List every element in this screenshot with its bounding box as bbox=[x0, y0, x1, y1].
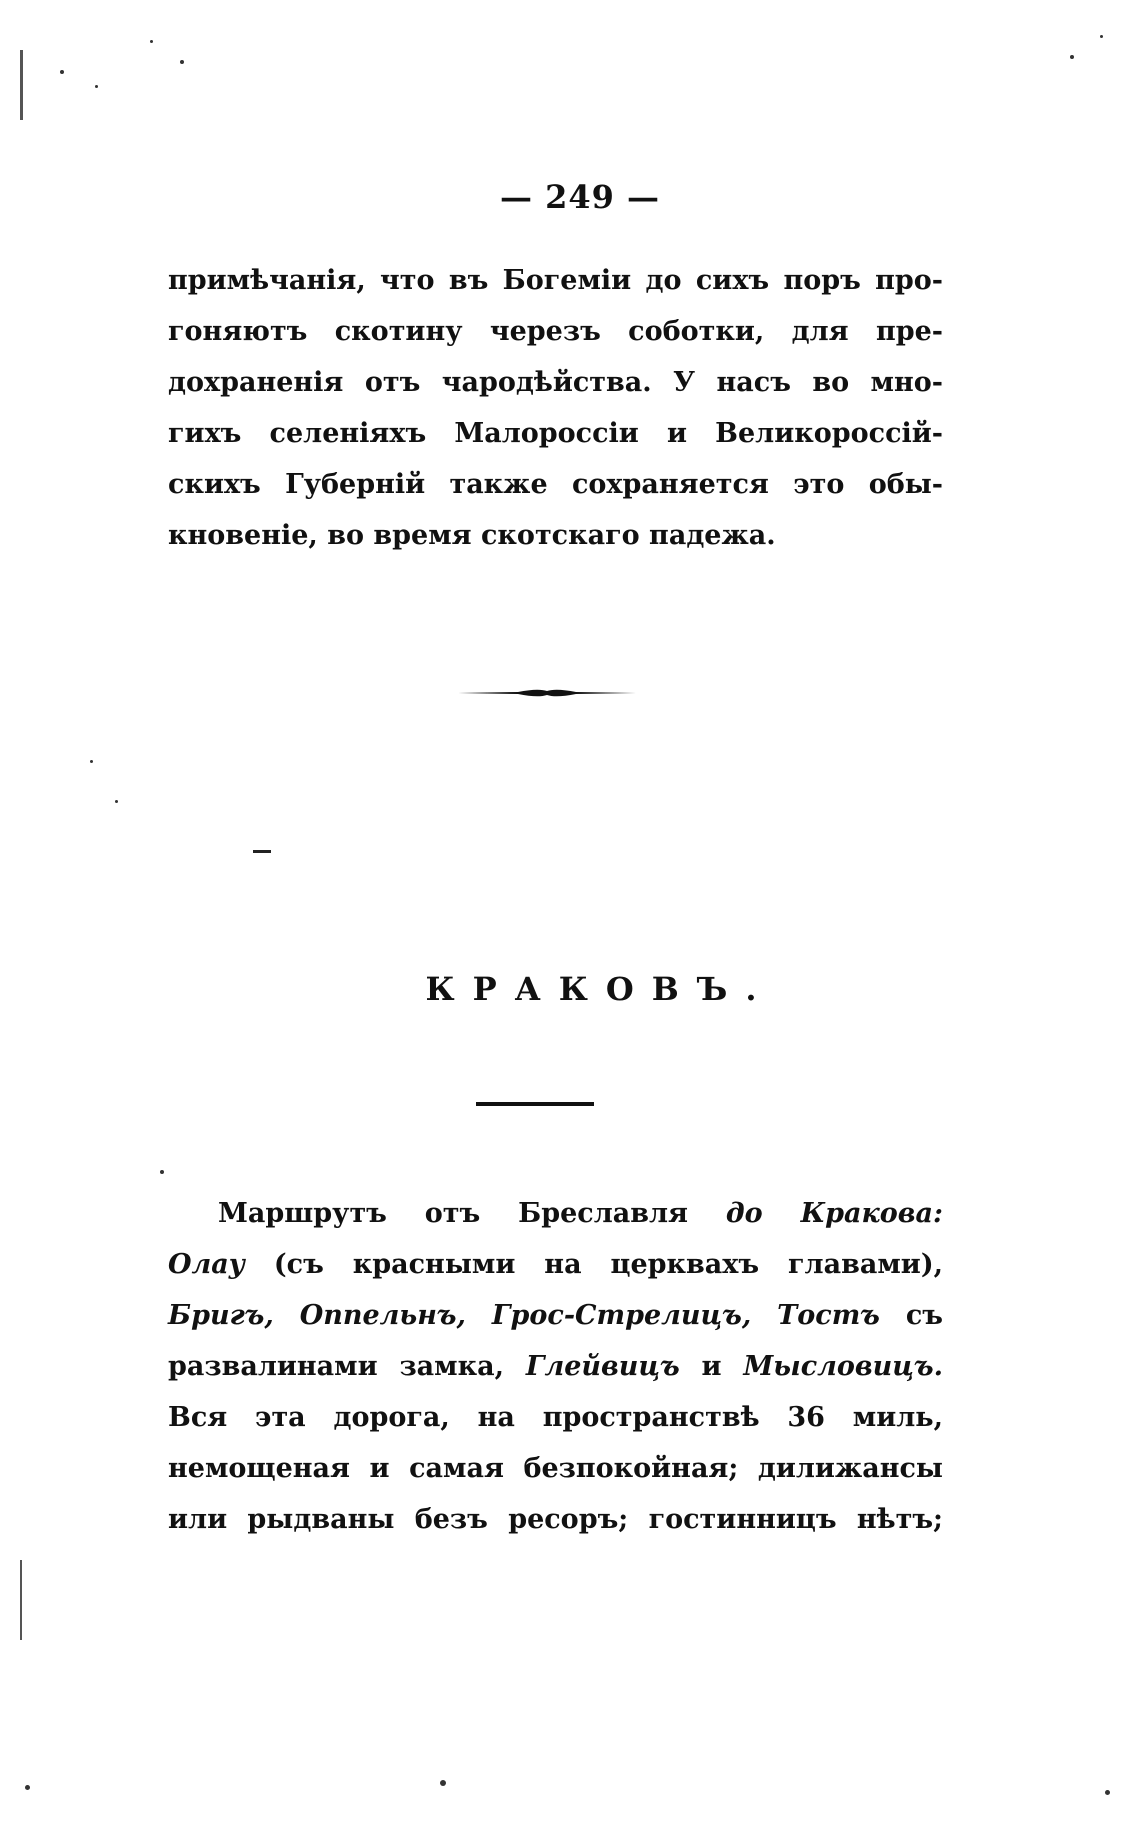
text-line: гоняютъ скотину черезъ соботки, для пре- bbox=[168, 316, 943, 347]
text-line: немощеная и самая безпокойная; дилижансы bbox=[168, 1453, 943, 1484]
text-line: развалинами замка, Глейвицъ и Мысловицъ. bbox=[168, 1351, 944, 1382]
route-paragraph bbox=[168, 1188, 943, 1545]
scan-speck bbox=[150, 40, 153, 43]
scan-speck bbox=[160, 1170, 164, 1174]
continued-paragraph bbox=[168, 255, 943, 561]
scan-speck bbox=[1100, 35, 1103, 38]
scan-speck bbox=[25, 1785, 30, 1790]
scan-speck bbox=[115, 800, 118, 803]
scan-speck bbox=[1105, 1790, 1110, 1795]
text-line: Бригъ, Оппельнъ, Грос-Стрелицъ, Тостъ съ bbox=[168, 1300, 943, 1331]
text-line: скихъ Губерній также сохраняется это обы- bbox=[168, 469, 943, 500]
text-line: Маршрутъ отъ Бреславля до Кракова: bbox=[218, 1198, 943, 1229]
text-line: кновеніе, во время скотскаго падежа. bbox=[168, 520, 776, 551]
scan-speck bbox=[180, 60, 184, 64]
scan-edge-mark bbox=[20, 1560, 22, 1640]
scan-speck bbox=[440, 1780, 446, 1786]
text-line: гихъ селеніяхъ Малороссіи и Великороссій- bbox=[168, 418, 943, 449]
text-line: примѣчанія, что въ Богеміи до сихъ поръ про- bbox=[168, 265, 943, 296]
heading-rule bbox=[476, 1102, 594, 1106]
stray-dash bbox=[253, 850, 271, 853]
page-number: — 249 — bbox=[499, 178, 661, 216]
scan-speck bbox=[60, 70, 64, 74]
ornamental-divider bbox=[458, 686, 636, 700]
scan-speck bbox=[95, 85, 98, 88]
text-line: Олау (съ красными на церквахъ главами), bbox=[168, 1249, 943, 1280]
section-heading: КРАКОВЪ. bbox=[425, 970, 775, 1008]
scan-speck bbox=[90, 760, 93, 763]
text-line: Вся эта дорога, на пространствѣ 36 миль, bbox=[168, 1402, 943, 1433]
scan-edge-mark bbox=[20, 50, 23, 120]
scan-speck bbox=[1070, 55, 1074, 59]
text-line: или рыдваны безъ ресоръ; гостинницъ нѣтъ; bbox=[168, 1504, 943, 1535]
text-line: дохраненія отъ чародѣйства. У насъ во мно- bbox=[168, 367, 943, 398]
